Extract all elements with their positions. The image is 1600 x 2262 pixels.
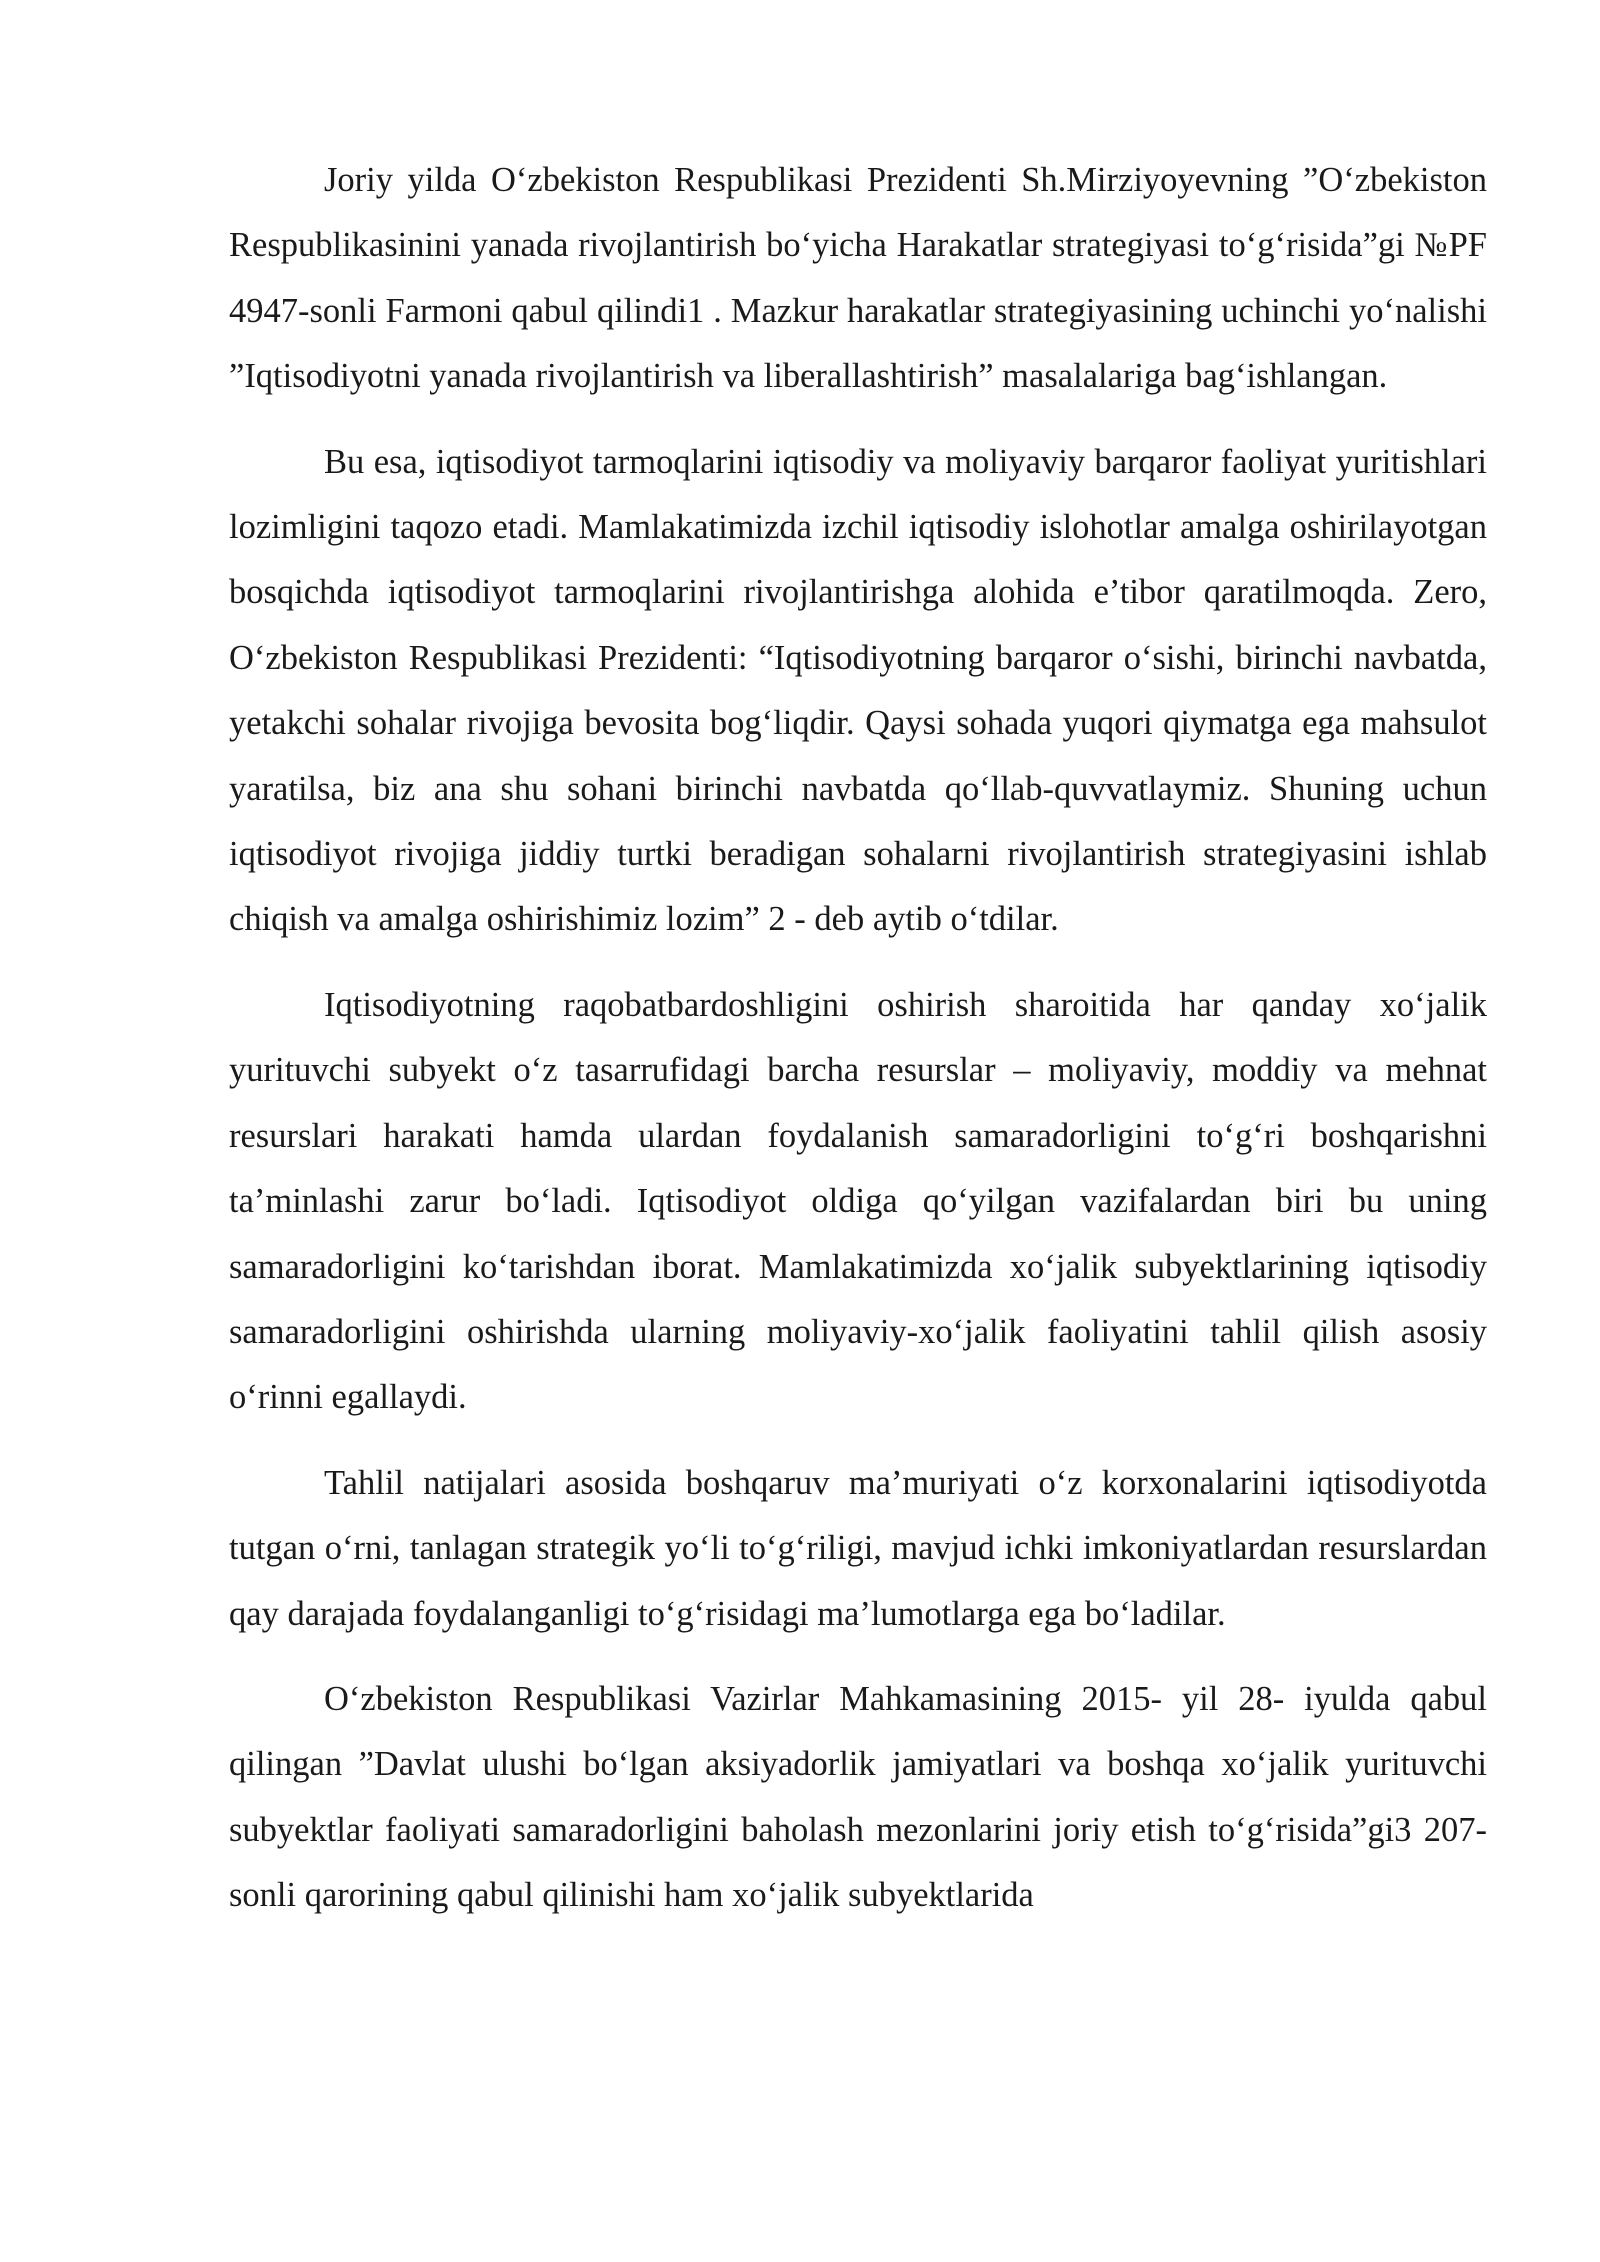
paragraph-5: O‘zbekiston Respublikasi Vazirlar Mahkamasining 2015- yil 28- iyulda qabul qilingan ”Davlat ulushi bo‘lgan aksiyadorlik jamiyatlari va boshqa xo‘jalik yurituvchi subyektlar faoliyati samaradorligini baholash mezonlarini joriy etish to‘g‘risida”gi3 207-sonli qarorining qabul qilinishi ham xo‘jalik subyektlarida	[229, 1679, 1487, 1915]
paragraph-1: Joriy yilda O‘zbekiston Respublikasi Prezidenti Sh.Mirziyoyevning ”O‘zbekiston Respublikasinini yanada rivojlantirish bo‘yicha Harakatlar strategiyasi to‘g‘risida”gi №PF 4947-sonli Farmoni qabul qilindi1 . Mazkur harakatlar strategiyasining uchinchi yo‘nalishi ”Iqtisodiyotni yanada rivojlantirish va liberallashtirish” masalalariga bag‘ishlangan.	[229, 161, 1487, 396]
document-body	[229, 148, 1487, 1949]
paragraph-3: Iqtisodiyotning raqobatbardoshligini oshirish sharoitida har qanday xo‘jalik yurituvchi subyekt o‘z tasarrufidagi barcha resurslar – moliyaviy, moddiy va mehnat resurslari harakati hamda ulardan foydalanish samaradorligini to‘g‘ri boshqarishni ta’minlashi zarur bo‘ladi. Iqtisodiyot oldiga qo‘yilgan vazifalardan biri bu uning samaradorligini ko‘tarishdan iborat. Mamlakatimizda xo‘jalik subyektlarining iqtisodiy samaradorligini oshirishda ularning moliyaviy-xo‘jalik faoliyatini tahlil qilish asosiy o‘rinni egallaydi.	[229, 985, 1487, 1417]
paragraph-2: Bu esa, iqtisodiyot tarmoqlarini iqtisodiy va moliyaviy barqaror faoliyat yuritishlari lozimligini taqozo etadi. Mamlakatimizda izchil iqtisodiy islohotlar amalga oshirilayotgan bosqichda iqtisodiyot tarmoqlarini rivojlantirishga alohida e’tibor qaratilmoqda. Zero, O‘zbekiston Respublikasi Prezidenti: “Iqtisodiyotning barqaror o‘sishi, birinchi navbatda, yetakchi sohalar rivojiga bevosita bog‘liqdir. Qaysi sohada yuqori qiymatga ega mahsulot yaratilsa, biz ana shu sohani birinchi navbatda qo‘llab-quvvatlaymiz. Shuning uchun iqtisodiyot rivojiga jiddiy turtki beradigan sohalarni rivojlantirish strategiyasini ishlab chiqish va amalga oshirishimiz lozim” 2 - deb aytib o‘tdilar.	[229, 442, 1487, 939]
paragraph-4: Tahlil natijalari asosida boshqaruv ma’muriyati o‘z korxonalarini iqtisodiyotda tutgan o‘rni, tanlagan strategik yo‘li to‘g‘riligi, mavjud ichki imkoniyatlardan resurslardan qay darajada foydalanganligi to‘g‘risidagi ma’lumotlarga ega bo‘ladilar.	[229, 1463, 1487, 1633]
